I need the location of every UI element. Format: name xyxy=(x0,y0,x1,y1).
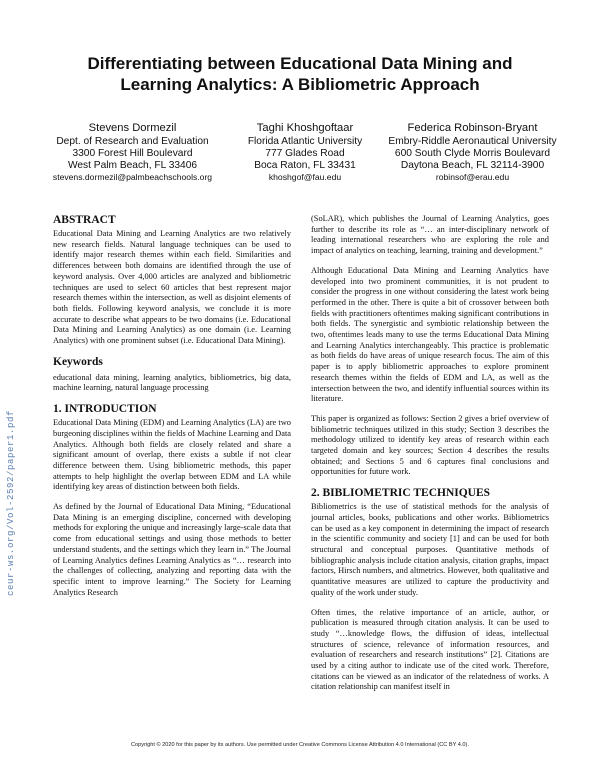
author-name: Taghi Khoshgoftaar xyxy=(256,122,354,134)
introduction-heading: 1. INTRODUCTION xyxy=(53,403,157,416)
title-line-2: Learning Analytics: A Bibliometric Approach xyxy=(120,75,480,94)
intro-paragraph-3: (SoLAR), which publishes the Journal of Learning Analytics, goes further to describe its role as “… an inter-disciplinary network of leading international researchers who are exploring the role and impact of analytics on teaching, learning, training and development.” xyxy=(311,214,549,256)
author-email: khoshgof@fau.edu xyxy=(268,172,342,182)
author-email: stevens.dormezil@palmbeachschools.org xyxy=(52,172,213,182)
right-column xyxy=(311,214,549,702)
copyright-footer: Copyright © 2020 for this paper by its authors. Use permitted under Creative Commons License Attribution 4.0 International (CC BY 4.0). xyxy=(131,742,469,748)
intro-paragraph-2: As defined by the Journal of Educational Data Mining, “Educational Data Mining is an emerging discipline, concerned with developing methods for exploring the unique and increasingly large-scale data that come from educational settings and using those methods to better understand students, and the settings which they learn in.” The Journal of Learning Analytics defines Learning Analytics as “… research into the challenges of collecting, analyzing and reporting data with the specific intent to improve learning.” The Society for Learning Analytics Research xyxy=(53,502,291,597)
author-city: Daytona Beach, FL 32114-3900 xyxy=(400,160,545,171)
title-line-1: Differentiating between Educational Data Mining and xyxy=(87,54,513,73)
author-name: Stevens Dormezil xyxy=(88,122,177,134)
author-block xyxy=(30,121,570,183)
bibliometric-paragraph-1: Bibliometrics is the use of statistical methods for the analysis of journal articles, books, publications and other works. Bibliometrics can be used as a key component in determining the impact of research in the scientific community and society [1] and can be used for both structural and conceptual purposes. Quantitative methods of bibliographic analysis include citation analysis, citation graphs, impact factors, Hirsch numbers, and altmetrics. However, both qualitative and quantitative measures are utilized to capture the productivity and quality of the work under study. xyxy=(311,502,549,597)
side-doi-link[interactable]: ceur-ws.org/Vol-2592/paper1.pdf xyxy=(6,409,16,596)
keywords-heading: Keywords xyxy=(53,355,103,368)
author-address: 600 South Clyde Morris Boulevard xyxy=(394,148,551,159)
author-affiliation: Florida Atlantic University xyxy=(247,136,363,147)
author-1 xyxy=(30,121,235,183)
keywords-text: educational data mining, learning analytics, bibliometrics, big data, machine learning, natural language processing xyxy=(53,372,291,393)
author-address: 3300 Forest Hill Boulevard xyxy=(72,148,193,159)
left-column xyxy=(53,214,291,607)
intro-paragraph-4: Although Educational Data Mining and Learning Analytics have developed into two prominent communities, it is not prudent to consider the progress in one without considering the latest work being performed in the other. There is quite a bit of crossover between both fields with practitioners oftentimes making significant contributions in both fields. The synergistic and symbiotic relationship between the two, oftentimes leads many to use the terms Educational Data Mining and Learning Analytics interchangeably. This practice is problematic as both fields do have areas of unique research focus. The aim of this paper is to apply bibliometric approaches to explore prominent research themes within the fields of EDM and LA, as well as the intersection between the two, and identify influential sources within its literature. xyxy=(311,265,549,404)
author-city: Boca Raton, FL 33431 xyxy=(254,160,356,171)
bibliometric-paragraph-2: Often times, the relative importance of an article, author, or publication is measured through citation analysis. It can be used to study “…knowledge flows, the diffusion of ideas, intellectual structures of science, relevance of information resources, and evaluation of researchers and research institutions” [2]. Citations are used by a citing author to indicate use of the cited work. Therefore, citations can be viewed as an indicator of the relatedness of works. A citation relationship can manifest itself in xyxy=(311,607,549,692)
paper-title xyxy=(60,53,540,95)
author-3 xyxy=(375,121,570,183)
author-affiliation: Embry-Riddle Aeronautical University xyxy=(388,136,557,147)
author-city: West Palm Beach, FL 33406 xyxy=(67,160,198,171)
author-affiliation: Dept. of Research and Evaluation xyxy=(56,136,209,147)
author-email: robinsof@erau.edu xyxy=(435,172,510,182)
intro-paragraph-1: Educational Data Mining (EDM) and Learning Analytics (LA) are two burgeoning disciplines within the fields of Machine Learning and Data Analytics. Although both fields are closely related and share a significant amount of overlap, there exists a subtle if not clear difference between them. Using bibliometric methods, this paper attempts to help highlight the overlap between EDM and LA while identifying key areas of distinction between both fields. xyxy=(53,418,291,492)
intro-paragraph-5: This paper is organized as follows: Section 2 gives a brief overview of bibliometric techniques utilized in this study; Section 3 describes the methodology utilized to identify key areas of research within each targeted domain and key sources; Section 4 describes the results obtained; and Sections 5 and 6 captures final conclusions and opportunities for future work. xyxy=(311,413,549,477)
author-address: 777 Glades Road xyxy=(265,148,345,159)
abstract-heading: ABSTRACT xyxy=(53,214,116,226)
abstract-text: Educational Data Mining and Learning Analytics are two relatively new research fields. Natural language techniques can be used to identify major research themes within each field. Similarities and differences between both domains are identified through the use of keyword analysis. Over 4,000 articles are analyzed and bibliometric techniques are used to select 60 articles that best represent major research themes within the intersection, as well as disjoint elements of both fields. Following keyword analysis, we conclude it is more accurate to describe what appears to be two domains (i.e. Educational Data Mining and Learning Analytics) as one domain (i.e. Learning Analytics) with one prominent subset (i.e. Educational Data Mining). xyxy=(53,229,291,346)
author-name: Federica Robinson-Bryant xyxy=(407,122,538,134)
author-2 xyxy=(235,121,375,183)
bibliometric-heading: 2. BIBLIOMETRIC TECHNIQUES xyxy=(311,487,491,500)
